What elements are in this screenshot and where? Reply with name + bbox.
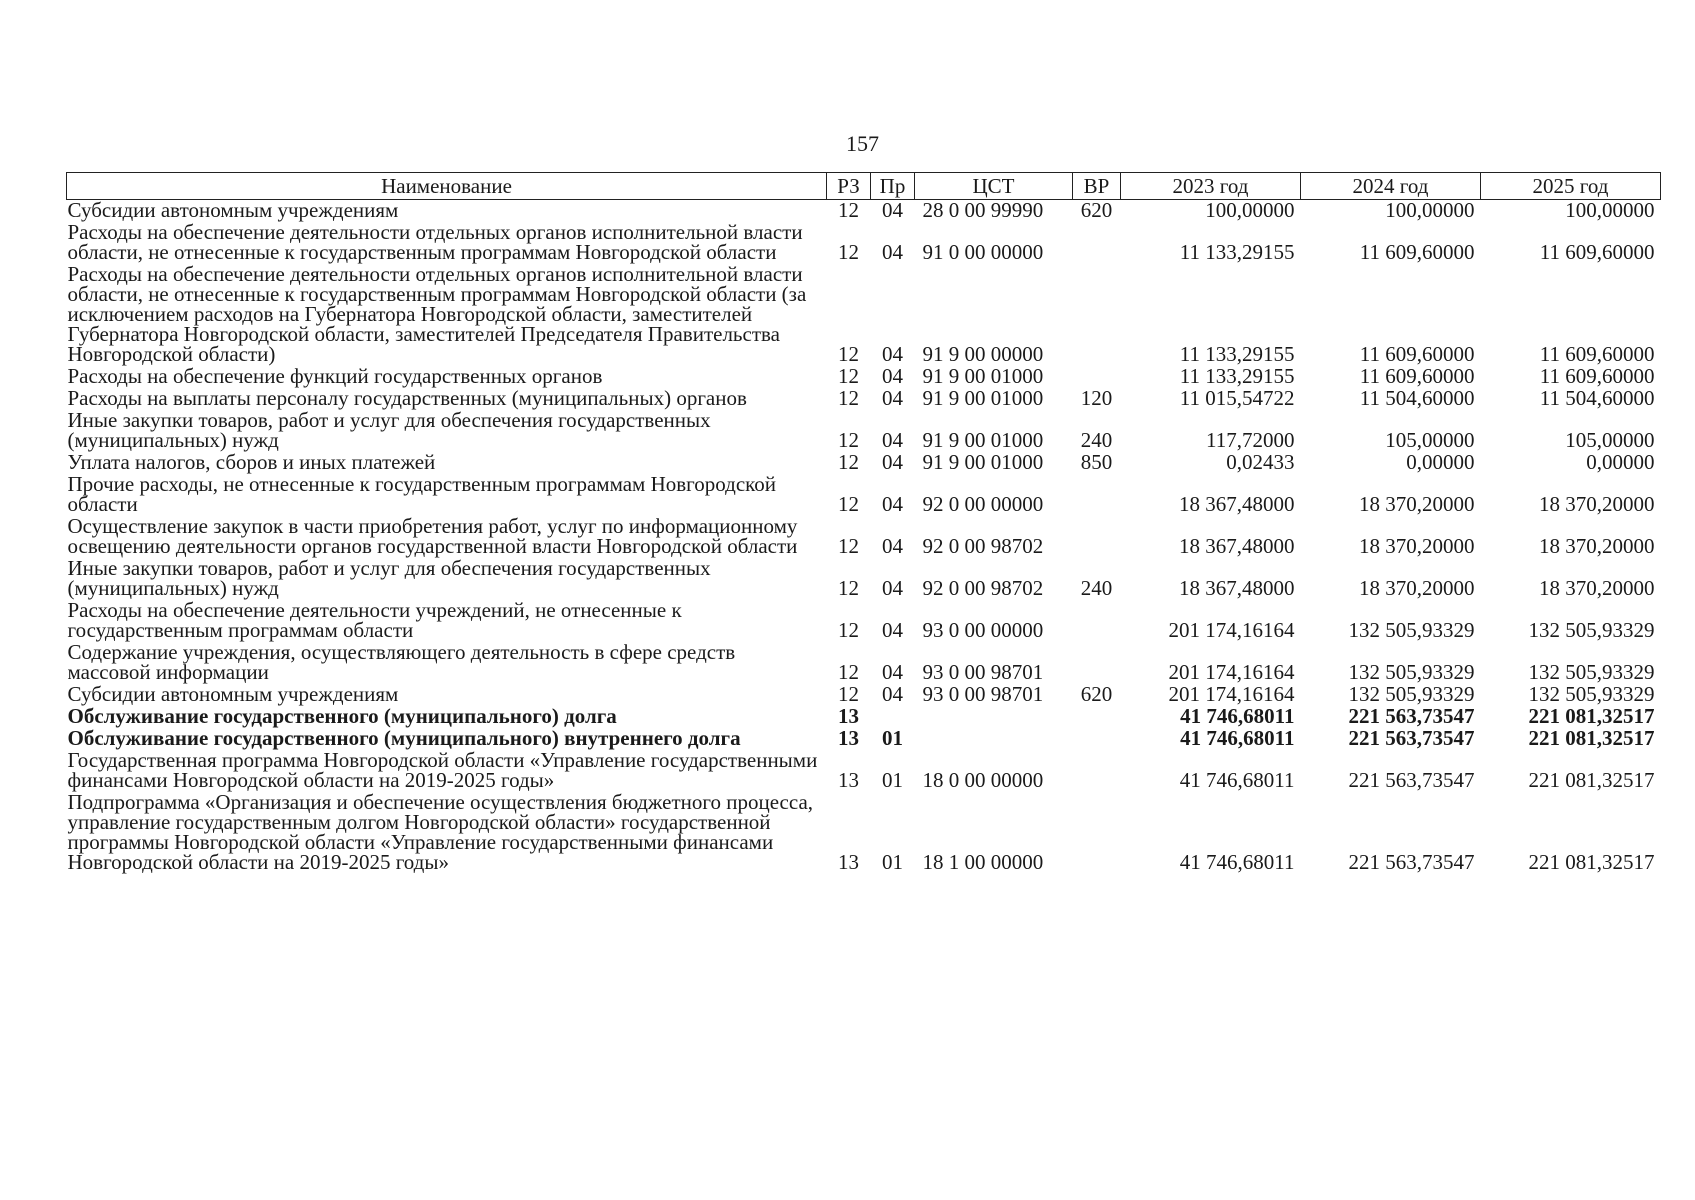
- row-vr: [1073, 366, 1121, 388]
- header-2023: 2023 год: [1121, 173, 1301, 200]
- row-vr: 620: [1080, 682, 1113, 706]
- row-name: Субсидии автономным учреждениям: [67, 682, 399, 706]
- row-name: Обслуживание государственного (муниципального) долга: [67, 704, 617, 728]
- row-amount-2025: 132 505,93329: [1528, 618, 1655, 642]
- row-rz: 12: [838, 198, 859, 222]
- row-pr: 01: [882, 726, 903, 750]
- row-rz: 12: [838, 364, 859, 388]
- row-pr: 04: [882, 428, 903, 452]
- row-vr: [1073, 222, 1121, 264]
- table-row: [67, 366, 1661, 388]
- table-row: [67, 222, 1661, 264]
- row-amount-2024: 221 563,73547: [1348, 850, 1475, 874]
- row-amount-2023: 201 174,16164: [1168, 618, 1295, 642]
- header-pr: Пр: [871, 173, 915, 200]
- row-cst: 91 0 00 00000: [922, 240, 1044, 264]
- row-name: Расходы на обеспечение деятельности учреждений, не отнесенные к государственным программам области: [67, 598, 682, 642]
- row-amount-2023: 11 133,29155: [1179, 240, 1295, 264]
- row-amount-2025: 221 081,32517: [1528, 704, 1655, 728]
- table-row: [67, 792, 1661, 874]
- header-2025: 2025 год: [1481, 173, 1661, 200]
- page-number: 157: [846, 131, 879, 156]
- row-vr: [1073, 750, 1121, 792]
- table-row: [67, 728, 1661, 750]
- row-pr: 04: [882, 534, 903, 558]
- row-rz: 12: [838, 660, 859, 684]
- row-vr: [1073, 264, 1121, 366]
- row-vr: [1073, 642, 1121, 684]
- row-amount-2023: 117,72000: [1206, 428, 1295, 452]
- row-amount-2025: 105,00000: [1565, 428, 1655, 452]
- row-cst: 91 9 00 01000: [922, 386, 1044, 410]
- row-vr: [1073, 706, 1121, 728]
- row-cst: 93 0 00 98701: [922, 682, 1044, 706]
- row-cst: 92 0 00 00000: [922, 492, 1044, 516]
- row-amount-2025: 18 370,20000: [1539, 534, 1655, 558]
- row-cst: 18 0 00 00000: [922, 768, 1044, 792]
- header-2024: 2024 год: [1301, 173, 1481, 200]
- row-amount-2024: 100,00000: [1385, 198, 1475, 222]
- header-vr: ВР: [1073, 173, 1121, 200]
- row-amount-2024: 18 370,20000: [1359, 492, 1475, 516]
- row-amount-2023: 41 746,68011: [1180, 704, 1295, 728]
- row-name: Осуществление закупок в части приобретения работ, услуг по информационному освещению деятельности органов государственной власти Новгородской области: [67, 514, 798, 558]
- row-cst: 92 0 00 98702: [922, 534, 1044, 558]
- row-amount-2024: 0,00000: [1406, 450, 1475, 474]
- row-name: Подпрограмма «Организация и обеспечение осуществления бюджетного процесса, управление государственным долгом Новгородской области» государственной программы Новгородской области «Управление государственными финансами Новгородской области на 2019-2025 годы»: [67, 790, 814, 874]
- row-name: Уплата налогов, сборов и иных платежей: [67, 450, 436, 474]
- row-pr: 04: [882, 240, 903, 264]
- row-vr: [1073, 600, 1121, 642]
- row-pr: 04: [882, 492, 903, 516]
- table-row: [67, 410, 1661, 452]
- row-pr: 01: [882, 850, 903, 874]
- row-rz: 12: [838, 534, 859, 558]
- row-amount-2025: 221 081,32517: [1528, 768, 1655, 792]
- table-row: [67, 264, 1661, 366]
- row-rz: 12: [838, 342, 859, 366]
- budget-table: [66, 172, 1661, 874]
- row-name: Расходы на обеспечение деятельности отдельных органов исполнительной власти области, не отнесенные к государственным программам Новгородской области (за исключением расходов на Губернатора Новгородской области, заместителей Губернатора Новгородской области, заместителей Председателя Правительства Новгородской области): [67, 262, 807, 366]
- table-row: [67, 600, 1661, 642]
- row-amount-2023: 41 746,68011: [1179, 768, 1295, 792]
- row-amount-2023: 18 367,48000: [1179, 576, 1295, 600]
- row-pr: 04: [882, 342, 903, 366]
- header-name: Наименование: [67, 173, 827, 200]
- table-row: [67, 452, 1661, 474]
- row-cst: 93 0 00 98701: [922, 660, 1044, 684]
- row-name: Расходы на обеспечение деятельности отдельных органов исполнительной власти области, не отнесенные к государственным программам Новгородской области: [67, 220, 803, 264]
- row-cst: 91 9 00 01000: [922, 364, 1044, 388]
- row-amount-2024: 132 505,93329: [1348, 618, 1475, 642]
- row-cst: 91 9 00 01000: [922, 428, 1044, 452]
- row-amount-2025: 132 505,93329: [1528, 682, 1655, 706]
- row-pr: 04: [882, 450, 903, 474]
- row-vr: [1073, 792, 1121, 874]
- row-rz: 13: [838, 850, 859, 874]
- row-vr: [1073, 516, 1121, 558]
- row-cst: 92 0 00 98702: [922, 576, 1044, 600]
- row-name: Расходы на выплаты персоналу государственных (муниципальных) органов: [67, 386, 747, 410]
- row-amount-2025: 132 505,93329: [1528, 660, 1655, 684]
- row-cst: 93 0 00 00000: [922, 618, 1044, 642]
- row-rz: 12: [838, 428, 859, 452]
- row-vr: [1073, 728, 1121, 750]
- row-rz: 13: [838, 768, 859, 792]
- row-rz: 12: [838, 386, 859, 410]
- row-amount-2023: 41 746,68011: [1179, 850, 1295, 874]
- row-amount-2024: 18 370,20000: [1359, 534, 1475, 558]
- table-row: [67, 750, 1661, 792]
- row-amount-2024: 11 609,60000: [1359, 240, 1475, 264]
- header-rz: РЗ: [827, 173, 871, 200]
- row-amount-2023: 201 174,16164: [1168, 682, 1295, 706]
- row-cst: 28 0 00 99990: [922, 198, 1044, 222]
- row-amount-2024: 18 370,20000: [1359, 576, 1475, 600]
- row-amount-2025: 11 609,60000: [1539, 364, 1655, 388]
- row-rz: 12: [838, 492, 859, 516]
- table-row: [67, 558, 1661, 600]
- table-row: [67, 642, 1661, 684]
- row-vr: 240: [1080, 428, 1113, 452]
- row-name: Обслуживание государственного (муниципального) внутреннего долга: [67, 726, 741, 750]
- row-amount-2023: 18 367,48000: [1179, 492, 1295, 516]
- row-cst: [915, 706, 1073, 728]
- row-amount-2023: 18 367,48000: [1179, 534, 1295, 558]
- row-name: Иные закупки товаров, работ и услуг для обеспечения государственных (муниципальных) нужд: [67, 556, 711, 600]
- row-amount-2024: 11 504,60000: [1359, 386, 1475, 410]
- table-row: [67, 474, 1661, 516]
- row-amount-2023: 11 015,54722: [1179, 386, 1295, 410]
- row-amount-2025: 11 504,60000: [1539, 386, 1655, 410]
- row-cst: [915, 728, 1073, 750]
- row-amount-2023: 0,02433: [1226, 450, 1295, 474]
- row-amount-2024: 105,00000: [1385, 428, 1475, 452]
- row-rz: 12: [838, 240, 859, 264]
- row-name: Содержание учреждения, осуществляющего деятельность в сфере средств массовой информации: [67, 640, 736, 684]
- row-name: Прочие расходы, не отнесенные к государственным программам Новгородской области: [67, 472, 777, 516]
- row-name: Субсидии автономным учреждениям: [67, 198, 399, 222]
- row-amount-2025: 0,00000: [1586, 450, 1655, 474]
- table-row: [67, 200, 1661, 223]
- row-cst: 91 9 00 01000: [922, 450, 1044, 474]
- row-amount-2023: 41 746,68011: [1180, 726, 1295, 750]
- row-pr: [871, 706, 915, 728]
- row-amount-2025: 18 370,20000: [1539, 492, 1655, 516]
- row-rz: 12: [838, 618, 859, 642]
- row-cst: 18 1 00 00000: [922, 850, 1044, 874]
- row-pr: 04: [882, 576, 903, 600]
- row-name: Иные закупки товаров, работ и услуг для обеспечения государственных (муниципальных) нужд: [67, 408, 711, 452]
- row-amount-2025: 18 370,20000: [1539, 576, 1655, 600]
- row-vr: 240: [1080, 576, 1113, 600]
- row-name: Расходы на обеспечение функций государственных органов: [67, 364, 603, 388]
- row-pr: 04: [882, 618, 903, 642]
- row-vr: 120: [1080, 386, 1113, 410]
- row-rz: 12: [838, 682, 859, 706]
- row-pr: 01: [882, 768, 903, 792]
- table-row: [67, 516, 1661, 558]
- row-vr: [1073, 474, 1121, 516]
- row-amount-2025: 221 081,32517: [1528, 726, 1655, 750]
- row-vr: 620: [1080, 198, 1113, 222]
- table-row: [67, 388, 1661, 410]
- row-pr: 04: [882, 660, 903, 684]
- row-amount-2025: 221 081,32517: [1528, 850, 1655, 874]
- row-amount-2024: 221 563,73547: [1348, 726, 1475, 750]
- table-header: [67, 173, 1661, 200]
- row-pr: 04: [882, 682, 903, 706]
- row-pr: 04: [882, 364, 903, 388]
- row-rz: 13: [838, 726, 859, 750]
- row-rz: 13: [838, 704, 859, 728]
- row-pr: 04: [882, 198, 903, 222]
- row-amount-2024: 132 505,93329: [1348, 660, 1475, 684]
- table-row: [67, 684, 1661, 706]
- row-amount-2025: 11 609,60000: [1539, 342, 1655, 366]
- row-amount-2024: 11 609,60000: [1359, 342, 1475, 366]
- row-amount-2023: 11 133,29155: [1179, 342, 1295, 366]
- table-body: [67, 200, 1661, 875]
- row-amount-2024: 221 563,73547: [1348, 768, 1475, 792]
- row-amount-2025: 11 609,60000: [1539, 240, 1655, 264]
- row-amount-2024: 11 609,60000: [1359, 364, 1475, 388]
- row-rz: 12: [838, 450, 859, 474]
- row-vr: 850: [1080, 450, 1113, 474]
- row-amount-2023: 100,00000: [1205, 198, 1295, 222]
- row-amount-2024: 132 505,93329: [1348, 682, 1475, 706]
- row-cst: 91 9 00 00000: [922, 342, 1044, 366]
- row-amount-2023: 11 133,29155: [1179, 364, 1295, 388]
- row-amount-2025: 100,00000: [1565, 198, 1655, 222]
- row-amount-2024: 221 563,73547: [1348, 704, 1475, 728]
- row-amount-2023: 201 174,16164: [1168, 660, 1295, 684]
- table-row: [67, 706, 1661, 728]
- row-name: Государственная программа Новгородской области «Управление государственными финансами Новгородской области на 2019-2025 годы»: [67, 748, 818, 792]
- row-pr: 04: [882, 386, 903, 410]
- header-cst: ЦСТ: [915, 173, 1073, 200]
- row-rz: 12: [838, 576, 859, 600]
